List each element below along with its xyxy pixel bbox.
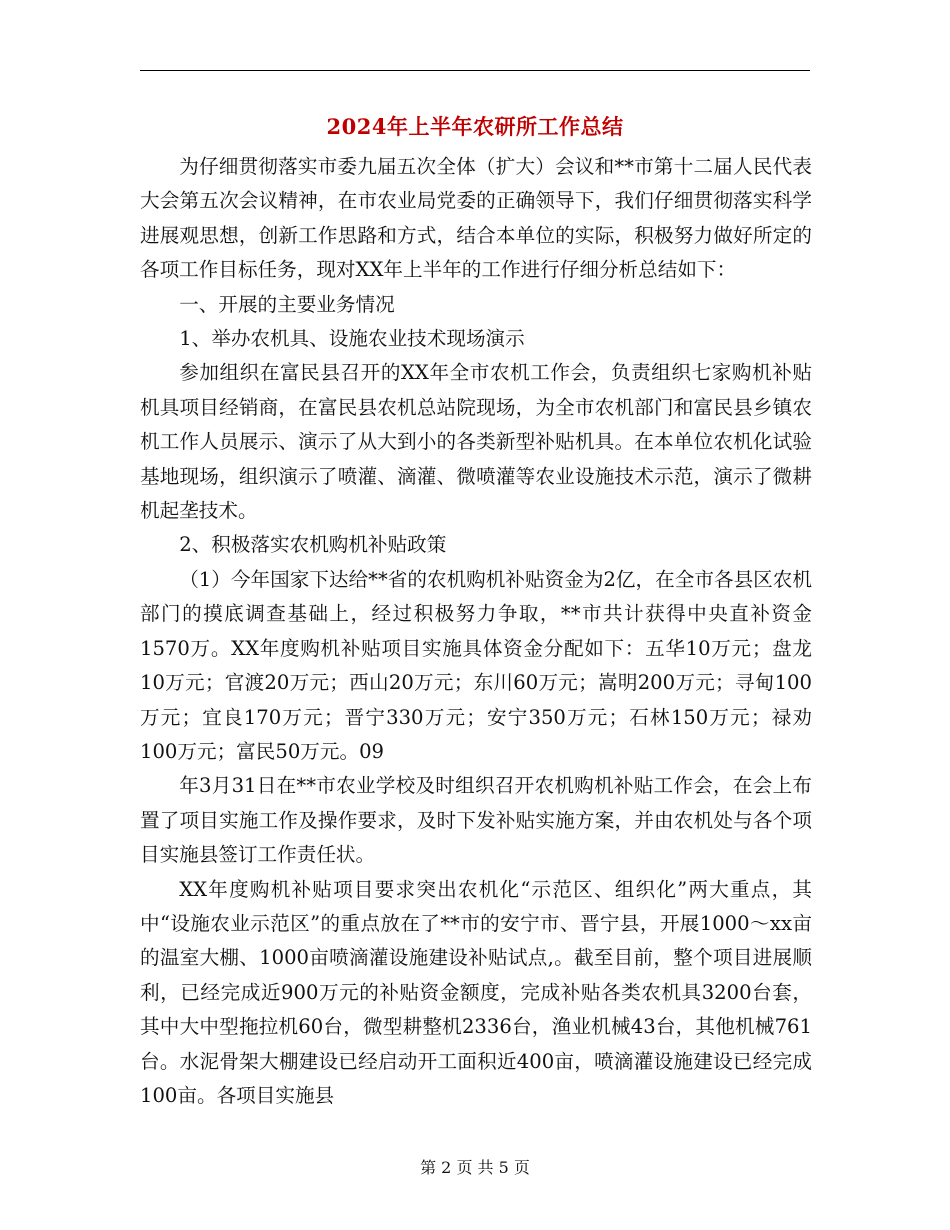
paragraph-progress: XX年度购机补贴项目要求突出农机化“示范区、组织化”两大重点，其中“设施农业示范区”的重点放在了**市的安宁市、晋宁县，开展1000～xx亩的温室大棚、1000亩喷滴灌设施建设补贴试点,。截至目前，整个项目进展顺利，已经完成近900万元的补贴资金额度，完成补贴各类农机具3200台套，其中大中型拖拉机60台，微型耕整机2336台，渔业机械43台，其他机械761台。水泥骨架大棚建设已经启动开工面积近400亩，喷滴灌设施建设已经完成100亩。各项目实施县 (140, 877, 812, 1107)
paragraph-intro: 为仔细贯彻落实市委九届五次全体（扩大）会议和**市第十二届人民代表大会第五次会议精神，在市农业局党委的正确领导下，我们仔细贯彻落实科学进展观思想，创新工作思路和方式，结合本单位的实际，积极努力做好所定的各项工作目标任务，现对XX年上半年的工作进行仔细分析总结如下： (140, 155, 812, 282)
paragraph-subsidy-funds: （1）今年国家下达给**省的农机购机补贴资金为2亿，在全市各县区农机部门的摸底调查基础上，经过积极努力争取，**市共计获得中央直补资金1570万。XX年度购机补贴项目实施具体资金分配如下：五华10万元；盘龙10万元；官渡20万元；西山20万元；东川60万元；嵩明200万元；寻甸100万元；宜良170万元；晋宁330万元；安宁350万元；石林150万元；禄劝100万元；富民50万元。09 (140, 567, 812, 763)
section-heading: 一、开展的主要业务情况 (179, 292, 395, 316)
document-body (140, 150, 812, 1113)
paragraph-meeting: 年3月31日在**市农业学校及时组织召开农机购机补贴工作会，在会上布置了项目实施工作及操作要求，及时下发补贴实施方案，并由农机处与各个项目实施县签订工作责任状。 (140, 774, 812, 867)
page-number: 第 2 页 共 5 页 (420, 1158, 530, 1177)
paragraph-demo: 参加组织在富民县召开的XX年全市农机工作会，负责组织七家购机补贴机具项目经销商，在富民县农机总站院现场，为全市农机部门和富民县乡镇农机工作人员展示、演示了从大到小的各类新型补贴机具。在本单位农机化试验基地现场，组织演示了喷灌、滴灌、微喷灌等农业设施技术示范，演示了微耕机起垄技术。 (140, 361, 812, 523)
subsection-heading: 2、积极落实农机购机补贴政策 (179, 533, 447, 557)
subsection-heading: 1、举办农机具、设施农业技术现场演示 (179, 327, 525, 351)
document-title: 2024年上半年农研所工作总结 (326, 114, 624, 139)
header-rule (140, 70, 810, 71)
